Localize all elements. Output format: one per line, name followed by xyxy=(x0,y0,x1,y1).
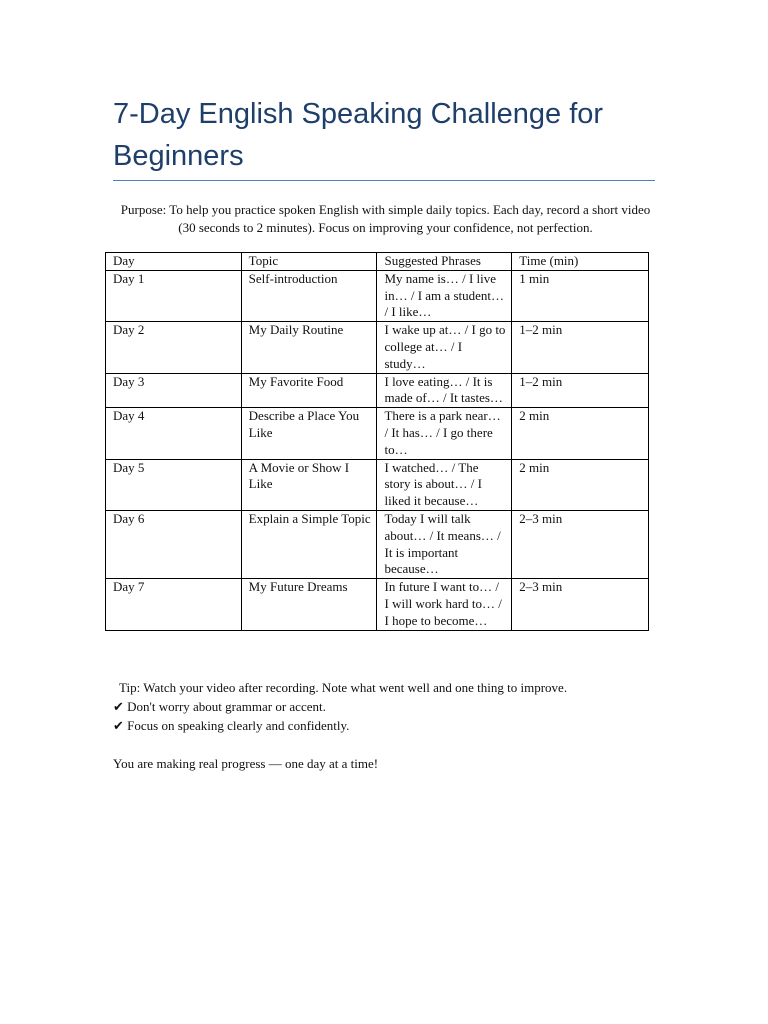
time-cell: 1–2 min xyxy=(512,322,649,373)
table-row xyxy=(106,510,649,578)
phrases-cell: Today I will talk about… / It means… / It is important because… xyxy=(377,510,512,578)
phrases-cell: There is a park near… / It has… / I go there to… xyxy=(377,408,512,459)
topic-cell: Explain a Simple Topic xyxy=(241,510,377,578)
topic-cell: A Movie or Show I Like xyxy=(241,459,377,510)
phrases-cell: I watched… / The story is about… / I liked it because… xyxy=(377,459,512,510)
table-row xyxy=(106,459,649,510)
header-topic: Topic xyxy=(241,253,377,271)
time-cell: 2 min xyxy=(512,408,649,459)
purpose-paragraph: Purpose: To help you practice spoken English with simple daily topics. Each day, record a short video (30 seconds to 2 minutes). Focus on improving your confidence, not perfection. xyxy=(120,202,651,235)
phrases-cell: I wake up at… / I go to college at… / I study… xyxy=(377,322,512,373)
time-cell: 1–2 min xyxy=(512,373,649,408)
phrases-cell: My name is… / I live in… / I am a student… / I like… xyxy=(377,270,512,321)
time-cell: 2–3 min xyxy=(512,579,649,630)
time-cell: 2–3 min xyxy=(512,510,649,578)
header-day: Day xyxy=(106,253,242,271)
page-title: 7-Day English Speaking Challenge for Beginners xyxy=(113,98,604,172)
day-cell: Day 3 xyxy=(106,373,242,408)
day-cell: Day 2 xyxy=(106,322,242,373)
table-row xyxy=(106,322,649,373)
checklist-item: ✔ Focus on speaking clearly and confidently. xyxy=(113,718,350,733)
title-divider xyxy=(113,180,655,181)
phrases-cell: I love eating… / It is made of… / It tastes… xyxy=(377,373,512,408)
header-time: Time (min) xyxy=(512,253,649,271)
day-cell: Day 6 xyxy=(106,510,242,578)
table-row xyxy=(106,579,649,630)
day-cell: Day 7 xyxy=(106,579,242,630)
header-phrases: Suggested Phrases xyxy=(377,253,512,271)
tips-section xyxy=(113,678,658,735)
topic-cell: My Future Dreams xyxy=(241,579,377,630)
time-cell: 2 min xyxy=(512,459,649,510)
table-header-row xyxy=(106,253,649,271)
tip-text: Tip: Watch your video after recording. Note what went well and one thing to improve. xyxy=(119,680,568,695)
table-row xyxy=(106,408,649,459)
day-cell: Day 1 xyxy=(106,270,242,321)
checklist-item: ✔ Don't worry about grammar or accent. xyxy=(113,699,326,714)
table-row xyxy=(106,373,649,408)
phrases-cell: In future I want to… / I will work hard to… / I hope to become… xyxy=(377,579,512,630)
day-cell: Day 4 xyxy=(106,408,242,459)
topic-cell: My Favorite Food xyxy=(241,373,377,408)
topic-cell: Self-introduction xyxy=(241,270,377,321)
closing-message: You are making real progress — one day at a time! xyxy=(113,756,379,771)
time-cell: 1 min xyxy=(512,270,649,321)
topic-cell: Describe a Place You Like xyxy=(241,408,377,459)
table-row xyxy=(106,270,649,321)
day-cell: Day 5 xyxy=(106,459,242,510)
topic-cell: My Daily Routine xyxy=(241,322,377,373)
challenge-table xyxy=(105,252,649,631)
